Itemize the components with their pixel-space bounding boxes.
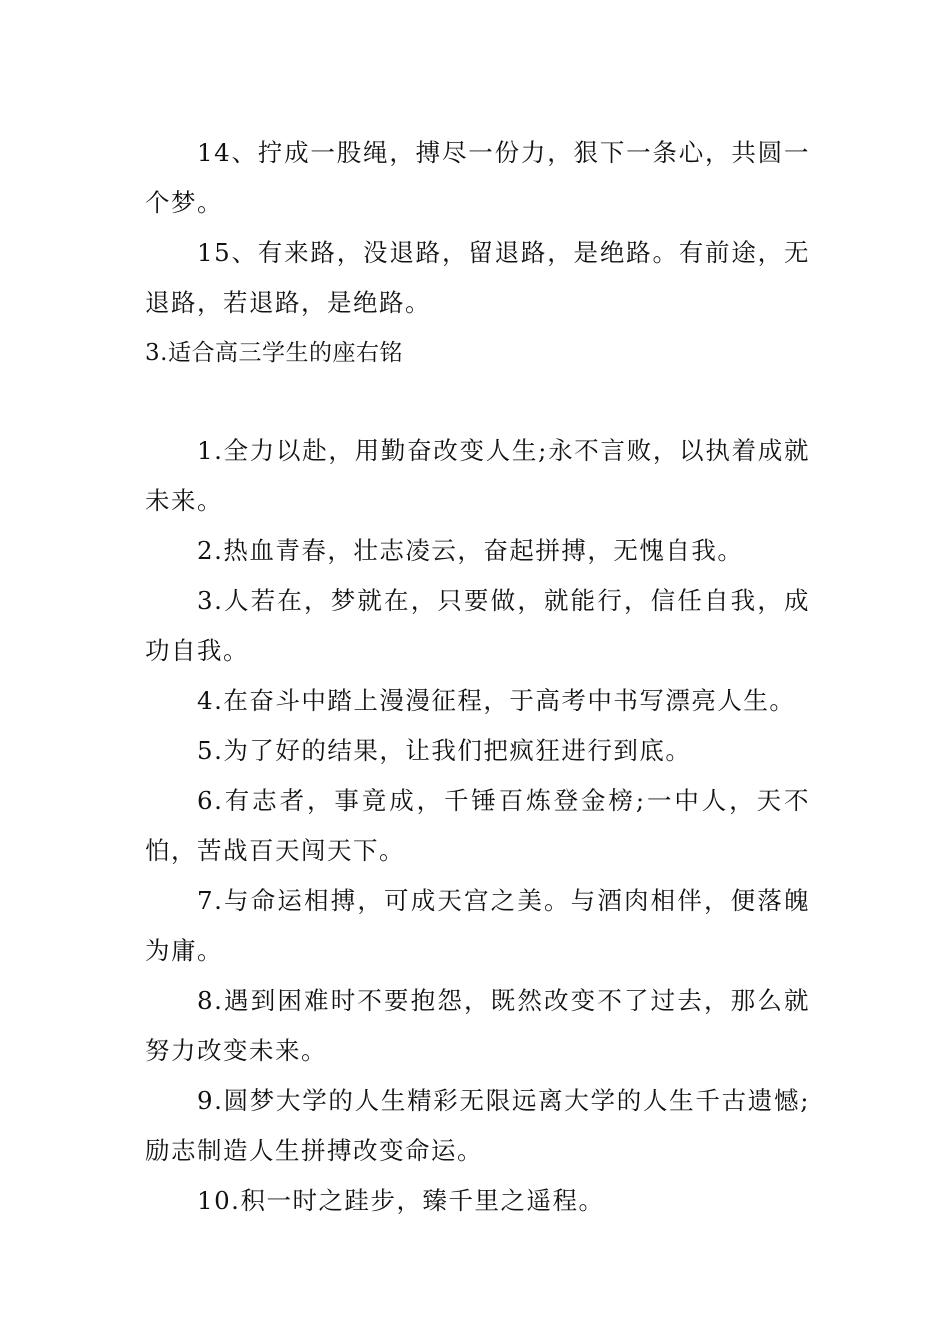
motto-item-6: 6.有志者，事竟成，千锤百炼登金榜;一中人，天不怕，苦战百天闯天下。 — [145, 786, 810, 865]
motto-item-4: 4.在奋斗中踏上漫漫征程，于高考中书写漂亮人生。 — [197, 686, 796, 715]
motto-item-2: 2.热血青春，壮志凌云，奋起拼搏，无愧自我。 — [197, 536, 744, 565]
paragraph-item-14: 14、拧成一股绳，搏尽一份力，狠下一条心，共圆一个梦。 — [145, 138, 810, 217]
paragraph-item-15: 15、有来路，没退路，留退路，是绝路。有前途，无退路，若退路，是绝路。 — [145, 238, 810, 317]
section-spacer — [145, 378, 810, 426]
motto-item-7: 7.与命运相搏，可成天宫之美。与酒肉相伴，便落魄为庸。 — [145, 886, 810, 965]
motto-item-8: 8.遇到困难时不要抱怨，既然改变不了过去，那么就努力改变未来。 — [145, 986, 810, 1065]
motto-item-5: 5.为了好的结果，让我们把疯狂进行到底。 — [197, 736, 692, 765]
document-body — [145, 128, 810, 1226]
section-heading: 3.适合高三学生的座右铭 — [145, 340, 403, 366]
motto-item-10: 10.积一时之跬步，臻千里之遥程。 — [197, 1186, 605, 1215]
motto-item-3: 3.人若在，梦就在，只要做，就能行，信任自我，成功自我。 — [145, 586, 810, 665]
motto-item-1: 1.全力以赴，用勤奋改变人生;永不言败，以执着成就未来。 — [145, 436, 810, 515]
motto-item-9: 9.圆梦大学的人生精彩无限远离大学的人生千古遗憾;励志制造人生拼搏改变命运。 — [145, 1086, 810, 1165]
